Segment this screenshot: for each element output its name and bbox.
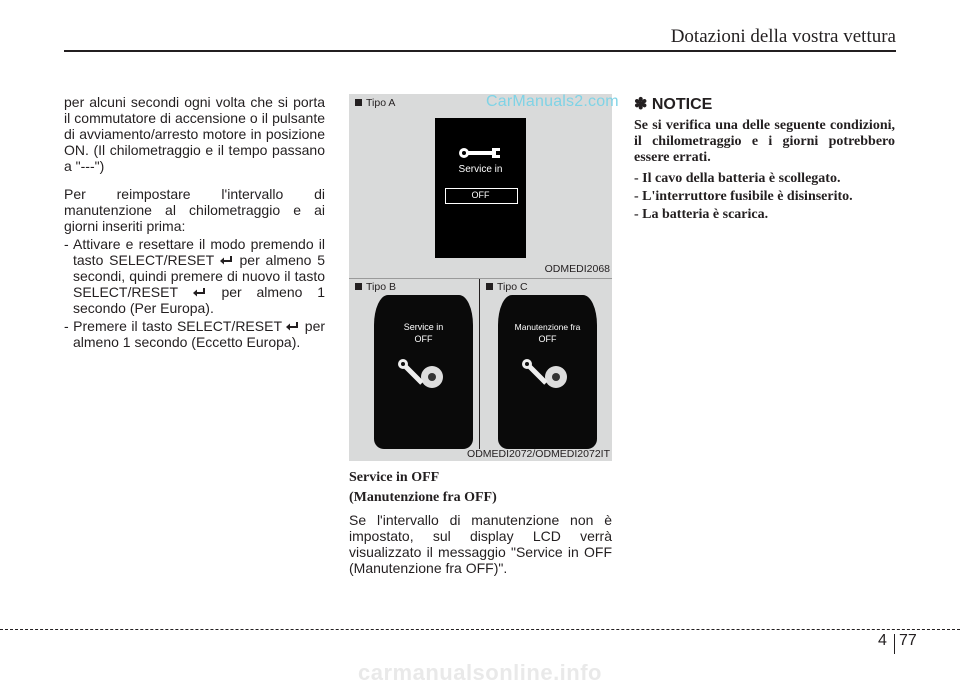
list-item-text: per almeno 1 secondo (Per Europa). [73, 284, 326, 316]
display-c-line1: Manutenzione fra [514, 322, 581, 332]
figure-divider-horizontal [349, 278, 612, 279]
notice-body: Se si verifica una delle seguente condizioni, il chilometraggio e i giorni potrebbero essere errati. [634, 118, 895, 165]
list-item-text: - Premere il tasto SELECT/RESET [64, 318, 282, 334]
wrench-gear-icon [398, 359, 450, 393]
enter-key-icon [220, 256, 234, 266]
display-b-line1: Service in [403, 322, 444, 332]
caption-body: Se l'intervallo di manutenzione non è impostato, sul display LCD verrà visualizzato il messaggio "Service in OFF (Manutenzione fra OFF)". [349, 512, 612, 576]
notice-box [634, 94, 895, 224]
figure-panel [349, 94, 612, 461]
lcd-display-tipo-c [498, 295, 597, 449]
enter-key-icon [286, 322, 300, 332]
display-c-line2: OFF [538, 334, 557, 344]
paragraph-reset: Per reimpostare l'intervallo di manutenzione al chilometraggio e ai giorni inseriti prima: [64, 186, 325, 234]
watermark: CarManuals2.com [486, 93, 619, 110]
page-number-divider [894, 634, 895, 654]
notice-item: - L'interruttore fusibile è disinserito. [634, 189, 853, 204]
display-a-line2: OFF [471, 190, 490, 200]
page-header-title: Dotazioni della vostra vettura [670, 26, 896, 47]
enter-key-icon [193, 288, 207, 298]
figure-label-tipo-b: Tipo B [355, 281, 396, 293]
figure-caption [349, 468, 612, 576]
left-column [64, 94, 325, 352]
list-item-text: per almeno 5 secondi, quindi premere di nuovo il tasto SELECT/RESET [73, 252, 326, 300]
header-rule [64, 50, 896, 52]
figure-divider-vertical [479, 279, 480, 449]
notice-item: - Il cavo della batteria è scollegato. [634, 171, 841, 186]
page-number: 77 [899, 632, 917, 649]
lcd-display-tipo-b [374, 295, 473, 449]
square-bullet-icon [355, 283, 362, 290]
display-a-line1: Service in [458, 164, 503, 175]
notice-item: - La batteria è scarica. [634, 207, 769, 222]
footer-watermark: carmanualsonline.info [358, 660, 602, 685]
lcd-display-tipo-a [435, 118, 526, 258]
list-item-text: per almeno 1 secondo (Eccetto Europa). [73, 318, 326, 350]
square-bullet-icon [355, 99, 362, 106]
wrench-icon [458, 146, 502, 160]
footer-rule [0, 629, 960, 630]
notice-title: ✽ NOTICE [634, 96, 713, 113]
section-number: 4 [878, 632, 887, 649]
caption-subtitle: (Manutenzione fra OFF) [349, 490, 497, 505]
wrench-gear-icon [522, 359, 574, 393]
paragraph-intro: per alcuni secondi ogni volta che si porta il commutatore di accensione o il pulsante di avviamento/arresto motore in posizione ON. (Il chilometraggio e il tempo passano a "---") [64, 94, 325, 174]
figure-code-a: ODMEDI2068 [544, 263, 610, 275]
display-b-line2: OFF [414, 334, 433, 344]
figure-label-tipo-c: Tipo C [486, 281, 528, 293]
caption-title: Service in OFF [349, 470, 440, 485]
figure-code-bc: ODMEDI2072/ODMEDI2072IT [467, 448, 610, 460]
list-item-text: - Attivare e resettare il modo premendo il tasto SELECT/RESET [64, 236, 325, 268]
list-item-non-europe [64, 318, 325, 350]
figure-label-tipo-a: Tipo A [355, 97, 395, 109]
square-bullet-icon [486, 283, 493, 290]
list-item-europe [64, 236, 325, 316]
